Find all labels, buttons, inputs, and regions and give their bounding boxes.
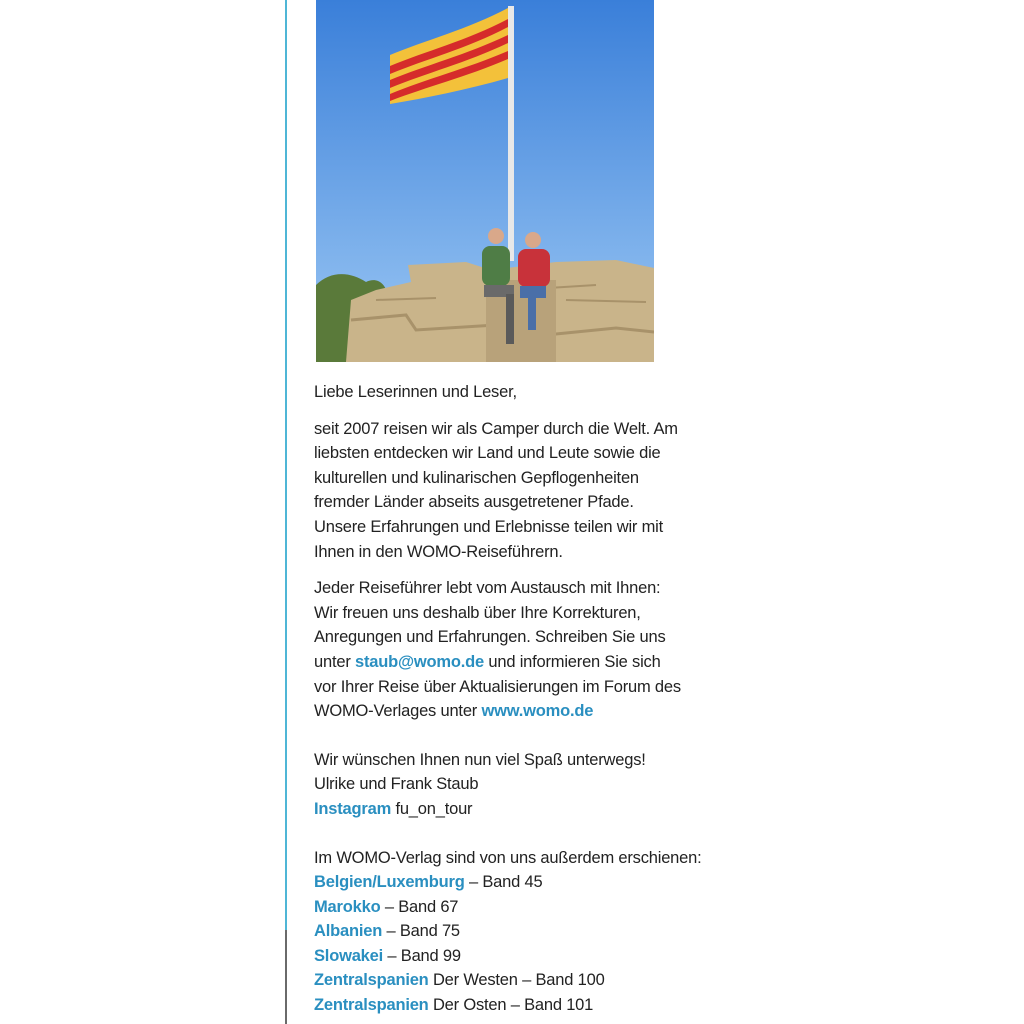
- book-item: [314, 919, 734, 944]
- intro-line: Ihnen in den WOMO-Reiseführern.: [314, 542, 563, 561]
- feedback-line: Jeder Reiseführer lebt vom Austausch mit Ihnen:: [314, 579, 661, 598]
- book-title[interactable]: Zentralspanien: [314, 971, 429, 990]
- closing-wish: Wir wünschen Ihnen nun viel Spaß unterwegs!: [314, 750, 646, 769]
- page-edge-line: [285, 0, 287, 1024]
- book-item: [314, 944, 734, 969]
- page-edge-line-dark: [285, 930, 287, 1024]
- greeting: Liebe Leserinnen und Leser,: [314, 383, 517, 401]
- intro-line: seit 2007 reisen wir als Camper durch die Welt. Am: [314, 419, 678, 438]
- feedback-line: Wir freuen uns deshalb über Ihre Korrekturen,: [314, 603, 641, 622]
- intro-line: kulturellen und kulinarischen Gepflogenheiten: [314, 468, 639, 487]
- book-title[interactable]: Albanien: [314, 922, 383, 941]
- feedback-text: WOMO-Verlages unter: [314, 702, 482, 721]
- flag-pole: [508, 6, 514, 261]
- instagram-handle: fu_on_tour: [391, 799, 473, 818]
- feedback-line: [314, 699, 734, 724]
- authors-signature: Ulrike und Frank Staub: [314, 775, 479, 794]
- book-item: [314, 895, 734, 920]
- book-item: [314, 968, 734, 993]
- book-detail: Der Osten – Band 101: [428, 996, 594, 1015]
- letter-text: [314, 380, 734, 1018]
- authors-photo: [316, 0, 654, 362]
- book-title[interactable]: Belgien/Luxemburg: [314, 873, 465, 892]
- feedback-line: [314, 650, 734, 675]
- website-link[interactable]: www.womo.de: [481, 702, 594, 721]
- email-link[interactable]: staub@womo.de: [355, 652, 484, 671]
- books-intro: Im WOMO-Verlag sind von uns außerdem erschienen:: [314, 848, 702, 867]
- book-title[interactable]: Slowakei: [314, 946, 384, 965]
- intro-line: liebsten entdecken wir Land und Leute sowie die: [314, 444, 661, 463]
- book-title[interactable]: Marokko: [314, 897, 381, 916]
- feedback-text: unter: [314, 652, 355, 671]
- instagram-link[interactable]: Instagram: [314, 799, 392, 818]
- feedback-line: vor Ihrer Reise über Aktualisierungen im Forum des: [314, 677, 681, 696]
- book-title[interactable]: Zentralspanien: [314, 996, 429, 1015]
- feedback-line: Anregungen und Erfahrungen. Schreiben Sie uns: [314, 628, 666, 647]
- book-detail: Der Westen – Band 100: [428, 971, 605, 990]
- book-detail: – Band 67: [380, 897, 459, 916]
- book-detail: – Band 75: [382, 922, 460, 941]
- book-item: [314, 993, 734, 1018]
- instagram-line: [314, 797, 734, 822]
- book-detail: – Band 99: [383, 946, 461, 965]
- intro-line: fremder Länder abseits ausgetretener Pfade.: [314, 493, 634, 512]
- authors-photo-illustration: [316, 0, 654, 362]
- book-detail: – Band 45: [464, 873, 543, 892]
- book-item: [314, 870, 734, 895]
- feedback-text: und informieren Sie sich: [484, 652, 661, 671]
- intro-line: Unsere Erfahrungen und Erlebnisse teilen wir mit: [314, 517, 663, 536]
